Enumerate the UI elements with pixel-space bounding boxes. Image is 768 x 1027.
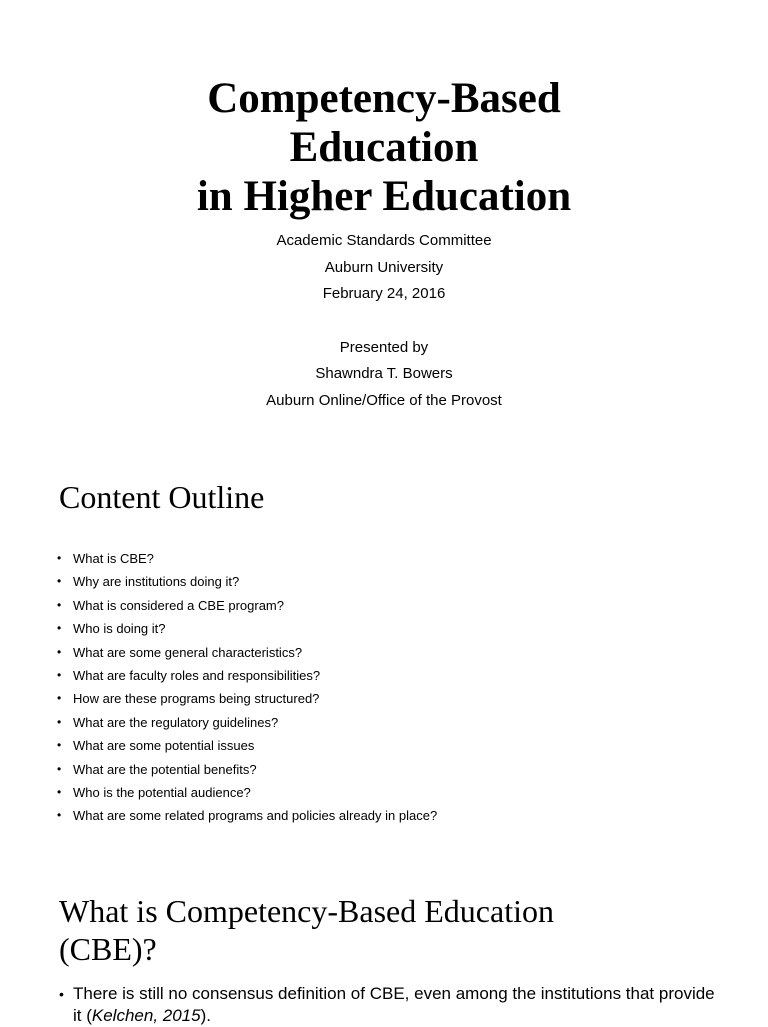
bullet-icon: •: [57, 551, 62, 565]
list-item: [57, 734, 437, 757]
list-item: [57, 617, 437, 640]
committee-name: Academic Standards Committee: [276, 232, 492, 249]
cbe-heading-line-1: What is Competency-Based Education: [59, 893, 554, 929]
bullet-icon: •: [57, 574, 62, 589]
list-item: [57, 547, 437, 570]
list-item: [57, 594, 437, 617]
cbe-text-part-1: There is still no consensus definition of CBE, even among the institutions that provide it (: [73, 984, 715, 1025]
bullet-icon: •: [57, 784, 62, 799]
bullet-icon: •: [59, 986, 64, 1002]
list-item: [57, 687, 437, 710]
bullet-icon: •: [57, 808, 62, 823]
presentation-date: February 24, 2016: [322, 285, 446, 303]
outline-heading: Content Outline: [59, 479, 265, 515]
list-item-text: What are faculty roles and responsibilities?: [73, 667, 321, 683]
bullet-icon: •: [57, 621, 62, 636]
citation: Kelchen, 2015: [91, 1006, 201, 1025]
list-item: [57, 758, 437, 781]
bullet-icon: •: [57, 597, 62, 612]
bullet-icon: •: [57, 644, 62, 659]
list-item-text: What is CBE?: [73, 551, 154, 566]
list-item-text: What is considered a CBE program?: [73, 597, 284, 613]
list-item: [59, 983, 719, 1027]
presenter-name: Shawndra T. Bowers: [315, 365, 453, 383]
title-slide: [0, 74, 768, 415]
title-line-2: Education: [289, 124, 479, 171]
spacer: [0, 308, 768, 335]
cbe-text-part-2: ).: [200, 1006, 211, 1025]
university-name: Auburn University: [324, 258, 444, 276]
cbe-body: [59, 983, 719, 1027]
bullet-icon: •: [57, 714, 62, 729]
cbe-heading: [59, 892, 554, 968]
presenter-office: Auburn Online/Office of the Provost: [266, 392, 502, 410]
list-item-text: What are some related programs and policies already in place?: [73, 808, 438, 824]
list-item: [57, 711, 437, 734]
list-item-text: What are some potential issues: [73, 738, 255, 754]
list-item-text: How are these programs being structured?: [73, 691, 320, 707]
list-item-text: What are the potential benefits?: [73, 761, 257, 777]
list-item: [57, 641, 437, 664]
cbe-bullet-text: [73, 983, 719, 1027]
list-item: [57, 781, 437, 804]
list-item-text: What are the regulatory guidelines?: [73, 714, 279, 730]
cbe-heading-line-2: (CBE)?: [59, 931, 157, 967]
list-item-text: Who is the potential audience?: [73, 784, 251, 800]
title-subtitle-block: [0, 228, 768, 415]
bullet-icon: •: [57, 667, 62, 682]
list-item: [57, 664, 437, 687]
list-item: [57, 570, 437, 593]
bullet-icon: •: [57, 761, 62, 776]
list-item: [57, 804, 437, 827]
list-item-text: Who is doing it?: [73, 621, 166, 637]
outline-list: [57, 547, 437, 828]
presented-by-label: Presented by: [339, 338, 429, 356]
bullet-icon: •: [57, 738, 62, 753]
title-line-3: in Higher Education: [196, 173, 572, 220]
title-line-1: Competency-Based: [207, 75, 561, 122]
list-item-text: Why are institutions doing it?: [73, 574, 240, 590]
bullet-icon: •: [57, 691, 62, 706]
list-item-text: What are some general characteristics?: [73, 644, 303, 660]
